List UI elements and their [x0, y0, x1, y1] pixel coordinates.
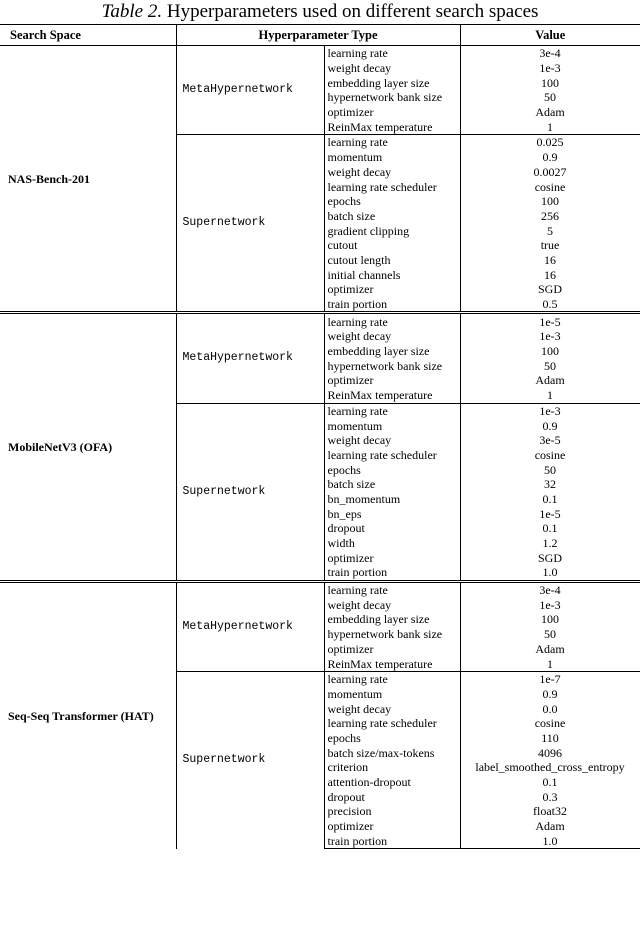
hyperparameter-name: epochs [324, 194, 460, 209]
hyperparameter-name: train portion [324, 833, 460, 848]
hyperparameter-name: learning rate [324, 671, 460, 686]
hyperparameter-value: SGD [460, 550, 640, 565]
hyperparameter-name: gradient clipping [324, 223, 460, 238]
hyperparameter-name: precision [324, 804, 460, 819]
hyperparameter-value: 0.1 [460, 492, 640, 507]
hyperparameter-group: MetaHypernetwork [176, 46, 324, 135]
hyperparameter-group: Supernetwork [176, 671, 324, 848]
table-caption [0, 0, 640, 24]
hyperparameter-value: Adam [460, 105, 640, 120]
table-row [0, 313, 640, 329]
hyperparameter-value: 1.2 [460, 536, 640, 551]
hyperparameter-value: 1e-5 [460, 506, 640, 521]
hyperparameter-name: epochs [324, 731, 460, 746]
hyperparameter-name: ReinMax temperature [324, 656, 460, 671]
hyperparameter-name: train portion [324, 565, 460, 581]
table-body [0, 46, 640, 849]
hyperparameter-value: label_smoothed_cross_entropy [460, 760, 640, 775]
hyperparameter-value: Adam [460, 642, 640, 657]
hyperparameter-value: 0.1 [460, 775, 640, 790]
hyperparameter-name: weight decay [324, 329, 460, 344]
hyperparameter-value: 0.9 [460, 687, 640, 702]
hyperparameter-name: hypernetwork bank size [324, 90, 460, 105]
header-value: Value [460, 25, 640, 46]
hyperparameter-value: 0.5 [460, 297, 640, 313]
hyperparameter-value: 5 [460, 223, 640, 238]
hyperparameter-value: cosine [460, 448, 640, 463]
hyperparameter-value: Adam [460, 373, 640, 388]
hyperparameter-value: 50 [460, 358, 640, 373]
hyperparameter-value: 4096 [460, 745, 640, 760]
hyperparameter-value: 50 [460, 627, 640, 642]
caption-text: Hyperparameters used on different search spaces [162, 1, 539, 22]
hyperparameter-value: Adam [460, 819, 640, 834]
hyperparameter-value: cosine [460, 179, 640, 194]
hyperparameter-group: MetaHypernetwork [176, 313, 324, 403]
hyperparameter-name: learning rate [324, 313, 460, 329]
hyperparameter-name: embedding layer size [324, 344, 460, 359]
header-row [0, 25, 640, 46]
header-hyperparameter-type: Hyperparameter Type [176, 25, 460, 46]
hyperparameter-name: weight decay [324, 433, 460, 448]
hyperparameter-value: 1 [460, 656, 640, 671]
hyperparameter-value: 16 [460, 267, 640, 282]
hyperparameter-name: weight decay [324, 61, 460, 76]
hyperparameter-group: Supernetwork [176, 403, 324, 581]
hyperparameter-name: cutout length [324, 253, 460, 268]
search-space-name: NAS-Bench-201 [0, 46, 176, 313]
hyperparameter-value: 32 [460, 477, 640, 492]
table-row [0, 46, 640, 61]
hyperparameter-value: 0.9 [460, 418, 640, 433]
hyperparameter-name: hypernetwork bank size [324, 358, 460, 373]
hyperparameter-name: ReinMax temperature [324, 388, 460, 403]
hyperparameter-name: train portion [324, 297, 460, 313]
hyperparameter-name: batch size [324, 477, 460, 492]
hyperparameter-name: weight decay [324, 701, 460, 716]
hyperparameter-name: embedding layer size [324, 612, 460, 627]
hyperparameter-value: 1e-5 [460, 313, 640, 329]
hyperparameter-value: 3e-4 [460, 581, 640, 597]
hyperparameter-name: batch size/max-tokens [324, 745, 460, 760]
hyperparameter-value: 100 [460, 344, 640, 359]
hyperparameter-value: 1 [460, 119, 640, 134]
hyperparameter-name: learning rate [324, 581, 460, 597]
hyperparameter-name: dropout [324, 521, 460, 536]
hyperparameter-value: 3e-5 [460, 433, 640, 448]
hyperparameter-value: true [460, 238, 640, 253]
hyperparameter-value: 1 [460, 388, 640, 403]
hyperparameter-name: attention-dropout [324, 775, 460, 790]
hyperparameter-name: momentum [324, 687, 460, 702]
hyperparameter-name: width [324, 536, 460, 551]
hyperparameter-name: weight decay [324, 165, 460, 180]
search-space-name: MobileNetV3 (OFA) [0, 313, 176, 581]
hyperparameter-value: 0.025 [460, 135, 640, 150]
hyperparameter-name: optimizer [324, 373, 460, 388]
hyperparameter-value: 100 [460, 194, 640, 209]
header-search-space: Search Space [0, 25, 176, 46]
hyperparameter-name: learning rate scheduler [324, 448, 460, 463]
hyperparameter-value: 3e-4 [460, 46, 640, 61]
hyperparameter-name: optimizer [324, 105, 460, 120]
hyperparameter-value: cosine [460, 716, 640, 731]
hyperparameter-name: hypernetwork bank size [324, 627, 460, 642]
hyperparameter-value: 50 [460, 462, 640, 477]
hyperparameter-name: initial channels [324, 267, 460, 282]
hyperparameter-name: momentum [324, 418, 460, 433]
hyperparameter-value: 16 [460, 253, 640, 268]
hyperparameter-name: learning rate [324, 135, 460, 150]
hyperparameter-name: ReinMax temperature [324, 119, 460, 134]
hyperparameter-value: 1.0 [460, 833, 640, 848]
hyperparameter-name: learning rate scheduler [324, 179, 460, 194]
hyperparameter-value: float32 [460, 804, 640, 819]
hyperparameter-value: 1e-3 [460, 61, 640, 76]
table-row [0, 581, 640, 597]
hyperparameter-name: epochs [324, 462, 460, 477]
hyperparameter-value: 0.9 [460, 150, 640, 165]
hyperparameter-name: momentum [324, 150, 460, 165]
hyperparameter-value: 0.0027 [460, 165, 640, 180]
hyperparameter-name: embedding layer size [324, 75, 460, 90]
hyperparameter-group: Supernetwork [176, 135, 324, 313]
hyperparameter-name: learning rate [324, 403, 460, 418]
hyperparameter-value: 110 [460, 731, 640, 746]
caption-label: Table 2. [101, 1, 163, 22]
hyperparameter-name: cutout [324, 238, 460, 253]
hyperparameter-name: optimizer [324, 282, 460, 297]
hyperparameter-name: criterion [324, 760, 460, 775]
hyperparameter-value: 0.1 [460, 521, 640, 536]
hyperparameter-value: 1.0 [460, 565, 640, 581]
hyperparameter-name: optimizer [324, 642, 460, 657]
hyperparameter-name: dropout [324, 789, 460, 804]
hyperparameter-name: batch size [324, 209, 460, 224]
hyperparameter-value: 1e-3 [460, 329, 640, 344]
hyperparameter-value: 256 [460, 209, 640, 224]
hyperparameter-name: learning rate scheduler [324, 716, 460, 731]
hyperparameter-group: MetaHypernetwork [176, 581, 324, 671]
hyperparameter-name: learning rate [324, 46, 460, 61]
hyperparameter-value: 0.0 [460, 701, 640, 716]
hyperparameter-name: optimizer [324, 550, 460, 565]
hyperparameter-value: SGD [460, 282, 640, 297]
hyperparameter-value: 100 [460, 612, 640, 627]
hyperparameter-value: 50 [460, 90, 640, 105]
hyperparameter-value: 1e-7 [460, 671, 640, 686]
hyperparameter-name: weight decay [324, 597, 460, 612]
hyperparameter-value: 100 [460, 75, 640, 90]
hyperparameter-name: bn_momentum [324, 492, 460, 507]
hyperparameter-value: 1e-3 [460, 597, 640, 612]
hyperparameter-value: 1e-3 [460, 403, 640, 418]
hyperparameter-value: 0.3 [460, 789, 640, 804]
search-space-name: Seq-Seq Transformer (HAT) [0, 581, 176, 848]
hyperparameter-name: optimizer [324, 819, 460, 834]
hyperparameter-table [0, 24, 640, 849]
hyperparameter-name: bn_eps [324, 506, 460, 521]
